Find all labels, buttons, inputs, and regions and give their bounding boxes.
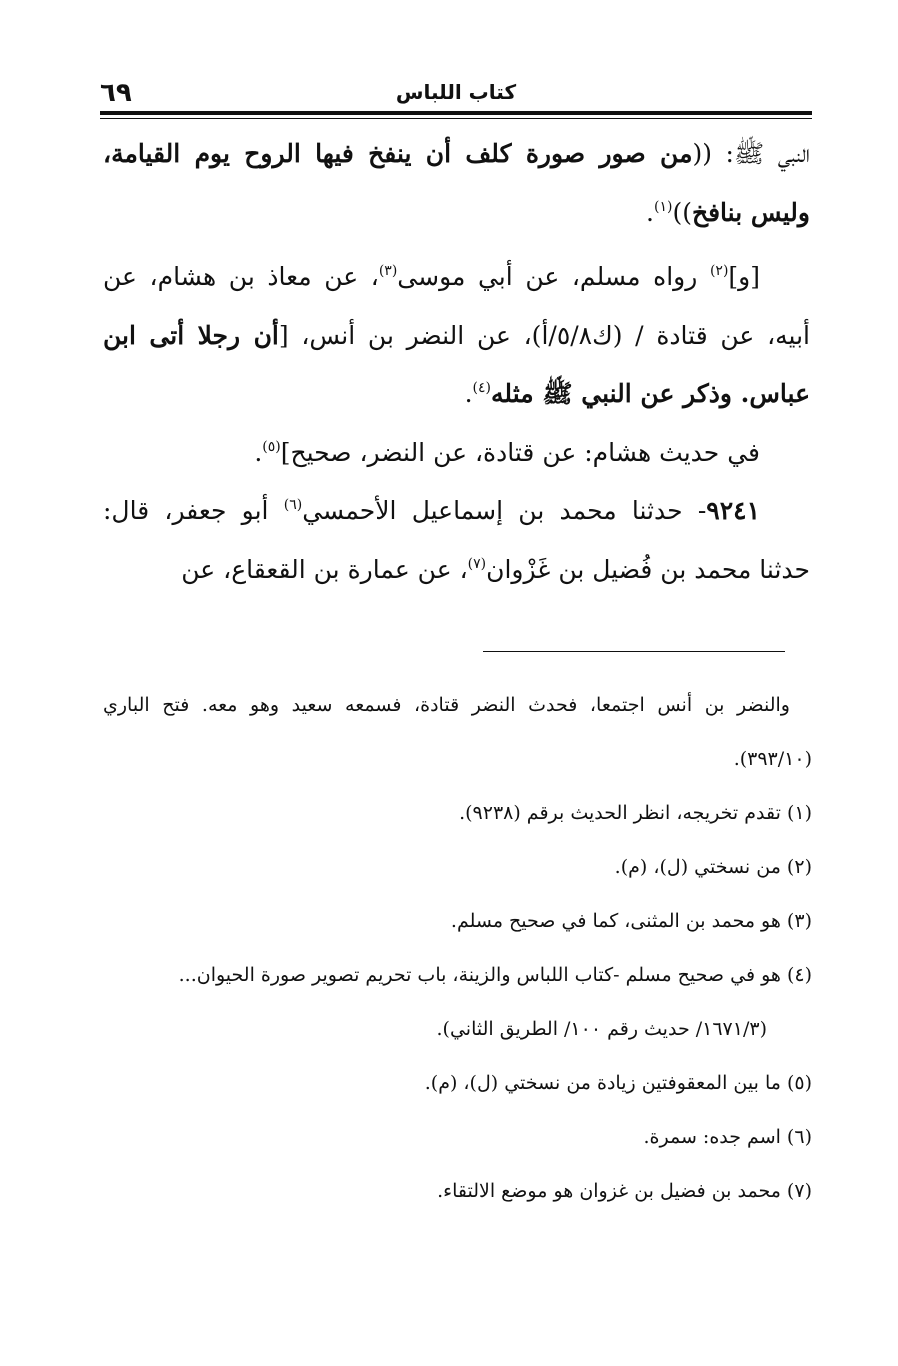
paragraph-1: النبي ﷺ: ((من صور صورة كلف أن ينفخ فيها الروح يوم القيامة، وليس بنافخ))$^{(١)}$. [103,139,810,227]
footnote-6: (٦) اسم جده: سمرة. [643,1126,812,1148]
page-number: ٦٩ [100,78,132,108]
hadith-number: ٩٢٤١ [706,496,760,525]
footnote-3: (٣) هو محمد بن المثنى، كما في صحيح مسلم. [450,910,812,932]
main-text [103,125,810,599]
footnote-5: (٥) ما بين المعقوفتين زيادة من نسختي (ل)، (م). [424,1072,812,1094]
paragraph-2: [و]$^{(٢)}$ رواه مسلم، عن أبي موسى$^{(٣)}$، عن معاذ بن هشام، عن أبيه، عن قتادة / (ك٥/٨/أ)، عن النضر بن أنس، [أن رجلا أتى ابن عباس. وذكر عن النبي ﷺ مثله$^{(٤)}$. [103,262,810,408]
footnote-2: (٢) من نسختي (ل)، (م). [614,856,812,878]
footnote-ref-2: (٢) [709,263,729,279]
header-rule-thin [100,118,812,119]
running-title: كتاب اللباس [395,80,517,104]
footnote-4-continued: (١٦٧١/٣/ حديث رقم ١٠٠/ الطريق الثاني). [436,1018,767,1040]
footnote-continuation: والنضر بن أنس اجتمعا، فحدث النضر قتادة، فسمعه سعيد وهو معه. فتح الباري (٣٩٣/١٠). [103,694,812,770]
bold-narration: أن رجلا أتى ابن عباس. وذكر عن النبي ﷺ مثله [103,320,810,408]
hadith-9241: ٩٢٤١- حدثنا محمد بن إسماعيل الأحمسي$^{(٦)}$ أبو جعفر، قال: حدثنا محمد بن فُضيل بن غَزْوان$^{(٧)}$، عن عمارة بن القعقاع، عن [103,496,810,584]
footnote-ref-6: (٦) [283,497,303,513]
footnotes [103,678,812,1218]
footnote-ref-4: (٤) [472,380,492,396]
footnote-separator [483,651,785,652]
footnote-4: (٤) هو في صحيح مسلم -كتاب اللباس والزينة، باب تحريم تصوير صورة الحيوان... [178,964,812,986]
header-rule-thick [100,111,812,115]
hadith-quote: من صور صورة كلف أن ينفخ فيها الروح يوم القيامة، وليس بنافخ [103,139,810,227]
footnote-ref-7: (٧) [467,555,487,572]
page-header [100,78,812,108]
footnote-7: (٧) محمد بن فضيل بن غزوان هو موضع الالتقاء. [437,1180,812,1202]
footnote-ref-1: (١) [653,198,673,215]
footnote-1: (١) تقدم تخريجه، انظر الحديث برقم (٩٢٣٨). [459,802,812,824]
footnote-ref-5: (٥) [262,438,281,455]
paragraph-3: في حديث هشام: عن قتادة، عن النضر، صحيح]$^{(٥)}$. [254,437,760,467]
footnote-ref-3: (٣) [378,263,398,279]
